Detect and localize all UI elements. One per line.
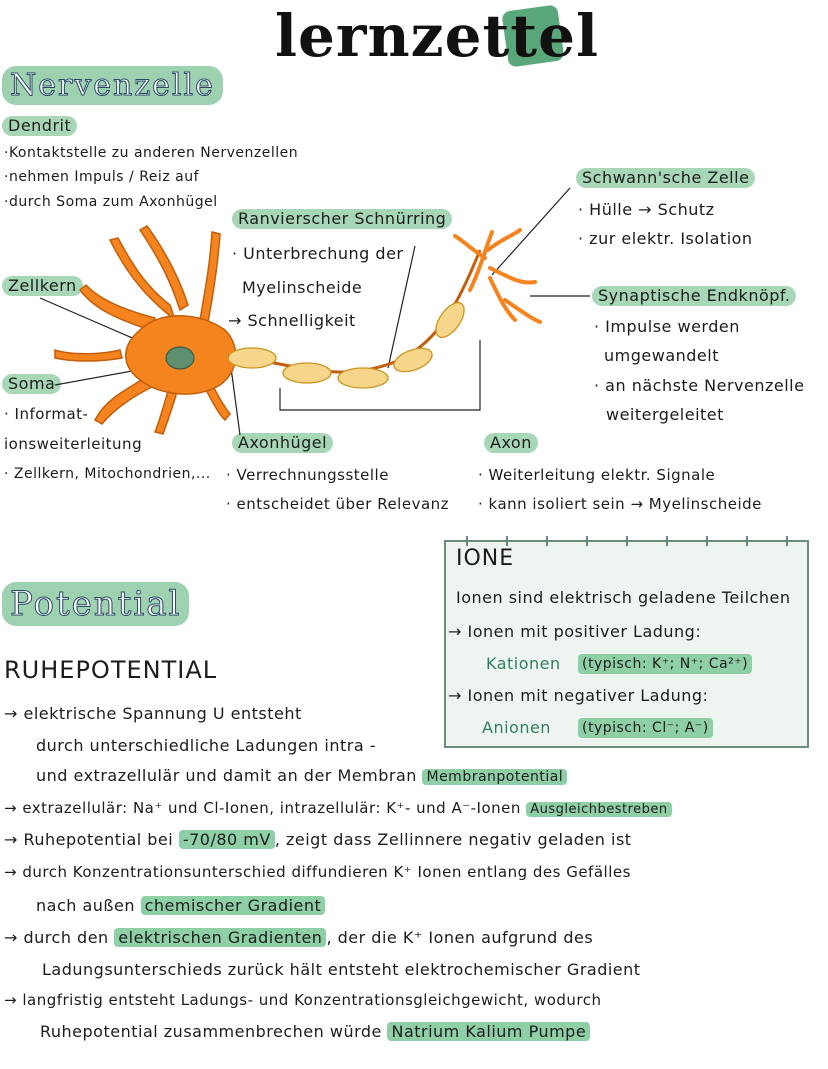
text-segment: → Ruhepotential bei	[4, 830, 174, 849]
synaptische-label: Synaptische Endknöpf.	[592, 286, 796, 306]
text-line: Ladungsunterschieds zurück hält entsteht elektrochemischer Gradient	[42, 960, 641, 979]
text-line	[4, 830, 632, 850]
dendrit-item: ·durch Soma zum Axonhügel	[4, 194, 218, 210]
soma-item: · Zellkern, Mitochondrien,...	[4, 466, 211, 482]
text-segment: Ruhepotential zusammenbrechen würde	[40, 1022, 382, 1041]
synaptische-item: · an nächste Nervenzelle	[594, 376, 805, 395]
section-heading-potential: Potential	[2, 582, 189, 626]
ione-intro: Ionen sind elektrisch geladene Teilchen	[456, 588, 791, 607]
text-line	[4, 928, 593, 948]
axonhuegel-label: Axonhügel	[232, 433, 333, 453]
ruhepotential-heading	[4, 656, 217, 684]
schwann-item: · Hülle → Schutz	[578, 200, 715, 219]
highlight-ausgleichbestreben: Ausgleichbestreben	[526, 802, 671, 817]
highlight-natrium-kalium-pumpe: Natrium Kalium Pumpe	[387, 1022, 590, 1041]
dendrit-item: ·Kontaktstelle zu anderen Nervenzellen	[4, 145, 299, 161]
axon-item: · Weiterleitung elektr. Signale	[478, 466, 716, 484]
section-heading-nervenzelle: Nervenzelle	[2, 66, 223, 105]
ione-positive: → Ionen mit positiver Ladung:	[448, 622, 702, 641]
axon-label: Axon	[484, 433, 538, 453]
highlight-mv: -70/80 mV	[179, 830, 275, 849]
text-segment: → durch den	[4, 928, 109, 947]
ranvier-label: Ranvierscher Schnürring	[232, 209, 452, 229]
text-segment: nach außen	[36, 896, 135, 915]
kationen-example: (typisch: K⁺; N⁺; Ca²⁺)	[578, 654, 752, 674]
text-segment: → extrazellulär: Na⁺ und Cl-Ionen, intrazellulär: K⁺- und A⁻-Ionen	[4, 799, 521, 817]
highlight-chemischer-gradient: chemischer Gradient	[141, 896, 326, 915]
soma-label: Soma	[2, 374, 61, 394]
anionen-label: Anionen	[482, 718, 551, 737]
text-line: → langfristig entsteht Ladungs- und Konzentrationsgleichgewicht, wodurch	[4, 991, 602, 1009]
soma-shape	[55, 226, 236, 434]
dendrit-item: ·nehmen Impuls / Reiz auf	[4, 169, 199, 185]
highlight-membranpotential: Membranpotential	[422, 769, 567, 785]
text-line: durch unterschiedliche Ladungen intra -	[36, 736, 376, 755]
text-line	[36, 896, 325, 916]
axonhuegel-item: · entscheidet über Relevanz	[226, 495, 450, 513]
zellkern-label: Zellkern	[2, 276, 83, 296]
axonhuegel-item: · Verrechnungsstelle	[226, 466, 389, 484]
page-title: lernzettel	[275, 2, 600, 70]
text-line: → elektrische Spannung U entsteht	[4, 704, 302, 723]
dendrit-label: Dendrit	[2, 116, 77, 136]
ranvier-item: → Schnelligkeit	[228, 311, 356, 330]
synaptische-item: umgewandelt	[604, 346, 719, 365]
text-segment: , der die K⁺ Ionen aufgrund des	[326, 928, 594, 947]
nucleus-shape	[166, 347, 194, 369]
soma-item: ionsweiterleitung	[4, 435, 143, 453]
ruhepotential-heading-text: RUHEPOTENTIAL	[4, 656, 218, 684]
ione-negative: → Ionen mit negativer Ladung:	[448, 686, 709, 705]
text-line	[40, 1022, 590, 1042]
text-segment: und extrazellulär und damit an der Membran	[36, 766, 417, 785]
ione-box	[444, 540, 809, 748]
schwann-label: Schwann'sche Zelle	[576, 168, 755, 188]
ranvier-item: Myelinscheide	[242, 278, 363, 297]
leader-line	[492, 188, 570, 275]
highlight-elektrischer-gradient: elektrischen Gradienten	[114, 928, 326, 947]
text-line: → durch Konzentrationsunterschied diffundieren K⁺ Ionen entlang des Gefälles	[4, 863, 631, 881]
ione-heading: IONE	[456, 546, 515, 571]
text-line	[36, 766, 567, 787]
text-segment: , zeigt dass Zellinnere negativ geladen ist	[274, 830, 632, 849]
kationen-label: Kationen	[486, 654, 561, 673]
text-line	[4, 798, 672, 820]
myelin-segments	[228, 298, 470, 388]
synaptische-item: weitergeleitet	[606, 405, 724, 424]
axon-item: · kann isoliert sein → Myelinscheide	[478, 495, 762, 513]
soma-item: · Informat-	[4, 405, 89, 423]
schwann-item: · zur elektr. Isolation	[578, 229, 753, 248]
ranvier-item: · Unterbrechung der	[232, 244, 404, 263]
synaptische-item: · Impulse werden	[594, 317, 740, 336]
anionen-example: (typisch: Cl⁻; A⁻)	[578, 718, 713, 738]
